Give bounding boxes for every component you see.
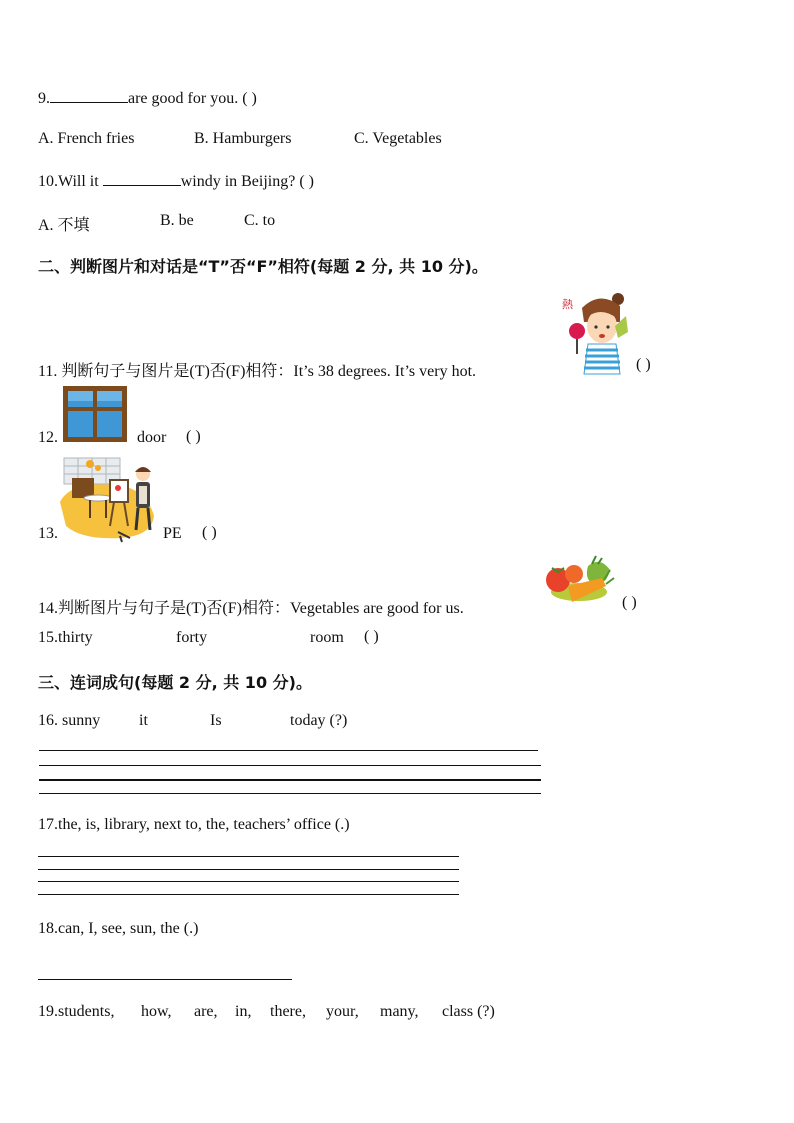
- q9-number: 9.: [38, 90, 50, 107]
- q17-text: 17.the, is, library, next to, the, teachers’ office (.): [38, 816, 350, 833]
- q13-number: 13.: [38, 525, 58, 542]
- q9-blank[interactable]: [50, 88, 128, 103]
- q14-text: 14.判断图片与句子是(T)否(F)相符：Vegetables are good for us.: [38, 600, 464, 617]
- q17-answer-line-4[interactable]: [38, 894, 459, 895]
- vegetables-illustration: [544, 556, 614, 608]
- q13-paren[interactable]: ( ): [202, 524, 217, 541]
- q18-answer-line[interactable]: [38, 979, 292, 980]
- q16-word-sunny: 16. sunny: [38, 712, 101, 729]
- q10-option-a[interactable]: A. 不填: [38, 217, 90, 234]
- section2-title: 二、判断图片和对话是“T”否“F”相符(每题 2 分, 共 10 分)。: [38, 257, 488, 276]
- q9-option-a[interactable]: A. French fries: [38, 130, 135, 147]
- q10-number: 10.: [38, 173, 58, 190]
- q19-word-students: 19.students,: [38, 1003, 115, 1020]
- q9-option-c[interactable]: C. Vegetables: [354, 130, 442, 147]
- q16-word-today: today (?): [290, 712, 348, 729]
- q12-word: door: [137, 429, 167, 446]
- q11-paren[interactable]: ( ): [636, 356, 651, 373]
- q15-paren[interactable]: ( ): [364, 628, 379, 645]
- q16-answer-line-4[interactable]: [39, 793, 541, 794]
- q19-word-your: your,: [326, 1003, 359, 1020]
- q16-answer-line-2[interactable]: [39, 765, 541, 766]
- q15-word-room: room: [310, 629, 344, 646]
- q13-word: PE: [163, 525, 182, 542]
- q19-word-are: are,: [194, 1003, 218, 1020]
- painting-scene-illustration: [60, 456, 158, 542]
- hot-caption: 熱: [562, 298, 573, 311]
- q10-line: [38, 171, 314, 191]
- q17-answer-line-2[interactable]: [38, 869, 459, 870]
- q9-paren[interactable]: ( ): [242, 90, 257, 107]
- q16-answer-line-3[interactable]: [39, 779, 541, 781]
- q19-word-many: many,: [380, 1003, 419, 1020]
- q10-option-b[interactable]: B. be: [160, 212, 194, 229]
- q16-answer-line-1[interactable]: [39, 750, 538, 751]
- q12-number: 12.: [38, 429, 58, 446]
- q19-word-how: how,: [141, 1003, 172, 1020]
- q15-word-forty: forty: [176, 629, 208, 646]
- q9-line: [38, 88, 257, 108]
- q17-answer-line-3[interactable]: [38, 881, 459, 882]
- q9-text: are good for you.: [128, 90, 239, 107]
- q10-blank[interactable]: [103, 171, 181, 186]
- q12-paren[interactable]: ( ): [186, 428, 201, 445]
- q10-option-c[interactable]: C. to: [244, 212, 276, 229]
- q11-text: 11. 判断句子与图片是(T)否(F)相符：It’s 38 degrees. It’s very hot.: [38, 363, 477, 380]
- q16-word-is: Is: [210, 712, 222, 729]
- q19-word-class: class (?): [442, 1003, 495, 1020]
- q10-text-before: Will it: [58, 173, 99, 190]
- q16-word-it: it: [139, 712, 148, 729]
- q10-text-after: windy in Beijing?: [180, 173, 296, 190]
- q14-paren[interactable]: ( ): [622, 594, 637, 611]
- q18-text: 18.can, I, see, sun, the (.): [38, 920, 199, 937]
- q19-word-in: in,: [235, 1003, 252, 1020]
- q15-word-thirty: 15.thirty: [38, 629, 93, 646]
- q10-paren[interactable]: ( ): [299, 173, 314, 190]
- q19-word-there: there,: [270, 1003, 306, 1020]
- hot-girl-illustration: [560, 292, 630, 374]
- window-illustration: [63, 386, 127, 442]
- q9-option-b[interactable]: B. Hamburgers: [194, 130, 292, 147]
- q17-answer-line-1[interactable]: [38, 856, 459, 857]
- section3-title: 三、连词成句(每题 2 分, 共 10 分)。: [38, 673, 312, 692]
